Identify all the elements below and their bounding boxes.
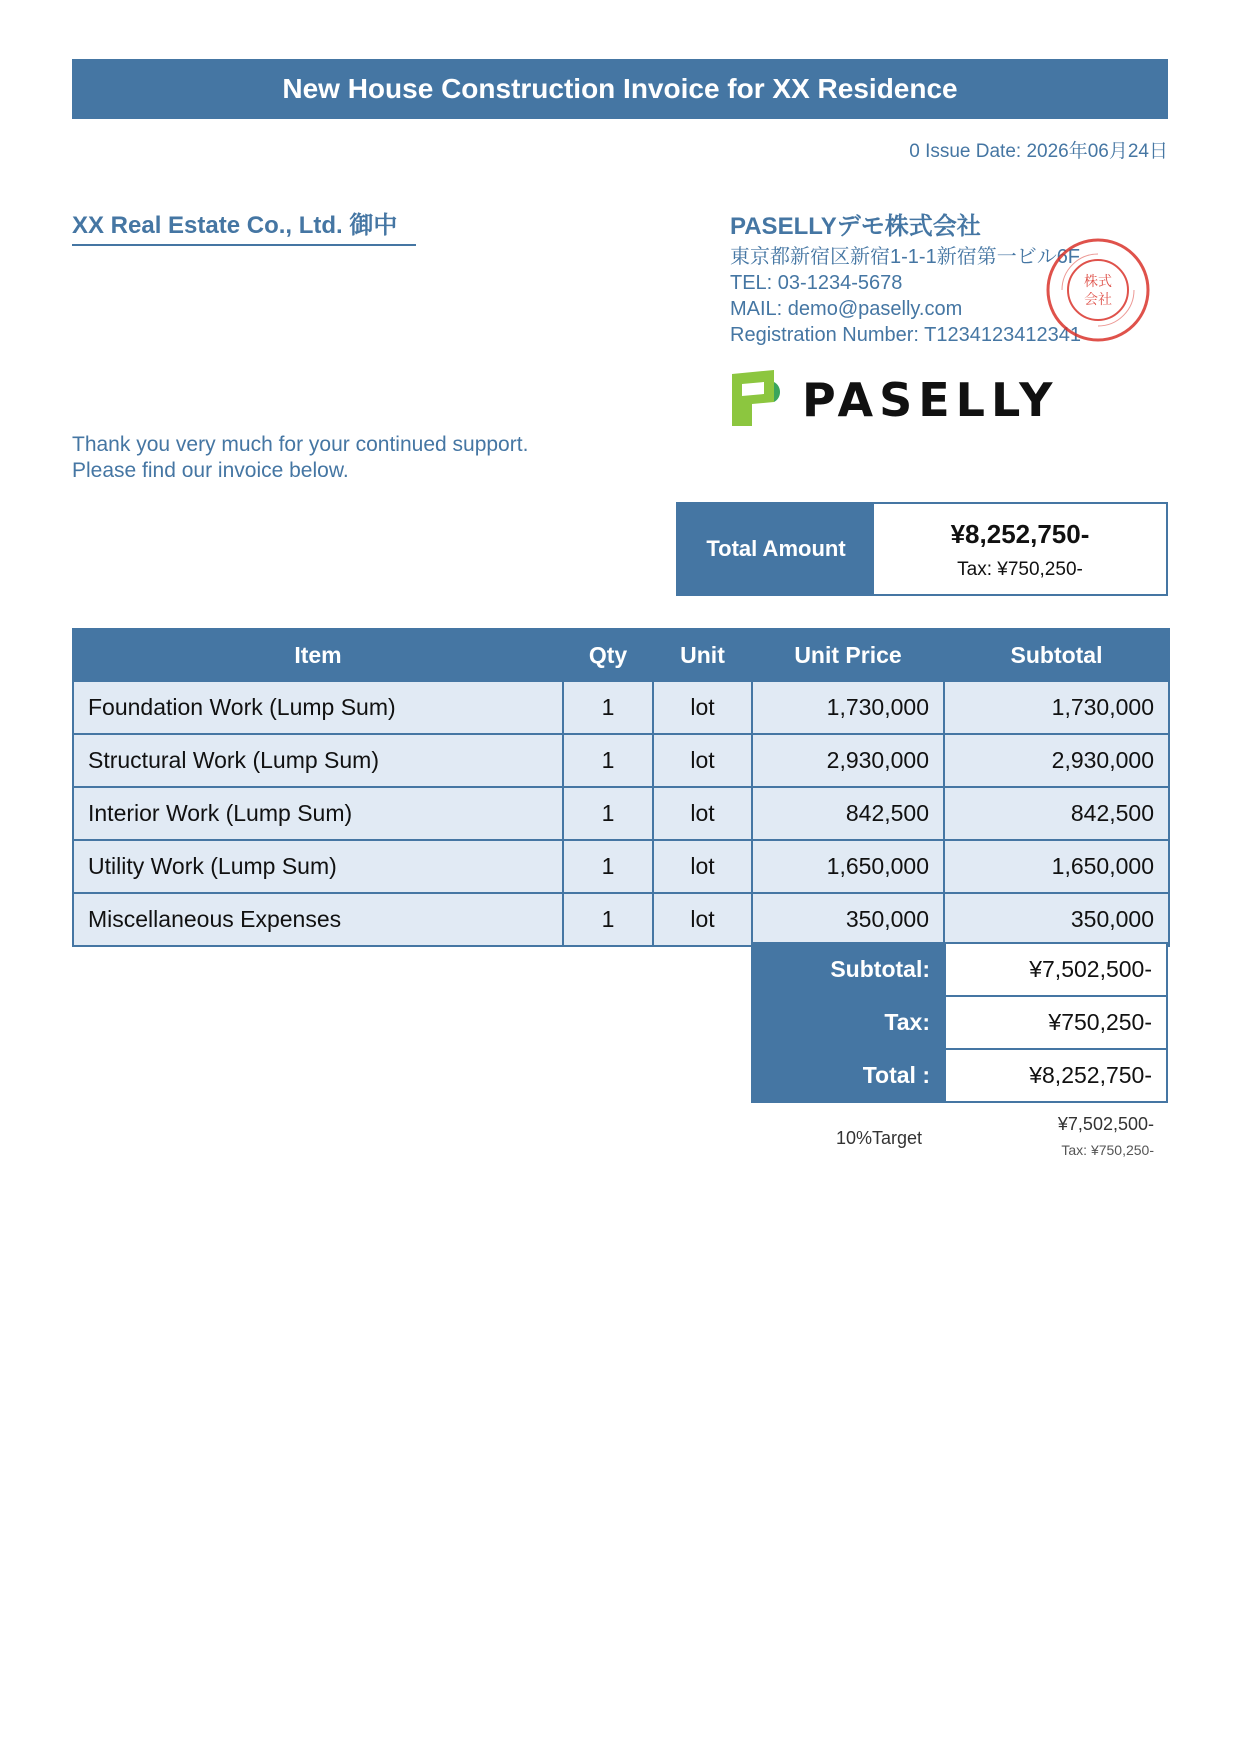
total-amount-values xyxy=(874,504,1166,594)
summary-row-subtotal xyxy=(752,943,1167,996)
company-seal-stamp xyxy=(1044,236,1152,344)
subtotal-cell: 2,930,000 xyxy=(944,734,1169,787)
company-mail: MAIL: demo@paselly.com xyxy=(730,298,963,320)
column-header: Subtotal xyxy=(944,629,1169,681)
issue-date: 0 Issue Date: 2026年06月24日 xyxy=(909,141,1168,162)
subtotal-value: ¥7,502,500- xyxy=(945,943,1167,996)
table-row xyxy=(73,681,1169,734)
company-tel: TEL: 03-1234-5678 xyxy=(730,272,903,294)
paselly-logo xyxy=(730,368,1070,428)
thanks-message xyxy=(72,432,528,484)
subtotal-label: Subtotal: xyxy=(752,943,945,996)
table-row xyxy=(73,840,1169,893)
item-cell: Miscellaneous Expenses xyxy=(73,893,563,946)
qty-cell: 1 xyxy=(563,893,653,946)
client-name: XX Real Estate Co., Ltd. 御中 xyxy=(72,212,416,246)
company-registration: Registration Number: T1234123412341 xyxy=(730,324,1081,346)
tax-target-tax: Tax: ¥750,250- xyxy=(1061,1142,1154,1158)
total-amount-box xyxy=(676,502,1168,596)
unit-cell: lot xyxy=(653,734,752,787)
column-header: Qty xyxy=(563,629,653,681)
column-header: Unit xyxy=(653,629,752,681)
items-table xyxy=(72,628,1170,947)
tax-target-amount: ¥7,502,500- xyxy=(1057,1114,1154,1134)
svg-text:会社: 会社 xyxy=(1084,292,1112,308)
table-row xyxy=(73,787,1169,840)
item-cell: Foundation Work (Lump Sum) xyxy=(73,681,563,734)
unit-price-cell: 842,500 xyxy=(752,787,944,840)
unit-price-cell: 2,930,000 xyxy=(752,734,944,787)
tax-rate-label: 10%Target xyxy=(836,1128,923,1148)
unit-price-cell: 350,000 xyxy=(752,893,944,946)
summary-table xyxy=(751,942,1168,1103)
item-cell: Interior Work (Lump Sum) xyxy=(73,787,563,840)
tax-value: ¥750,250- xyxy=(945,996,1167,1049)
thanks-line-2: Please find our invoice below. xyxy=(72,459,349,482)
qty-cell: 1 xyxy=(563,787,653,840)
total-amount-value: ¥8,252,750- xyxy=(950,519,1090,549)
table-row xyxy=(73,734,1169,787)
subtotal-cell: 1,650,000 xyxy=(944,840,1169,893)
qty-cell: 1 xyxy=(563,840,653,893)
total-value: ¥8,252,750- xyxy=(945,1049,1167,1102)
total-tax-value: Tax: ¥750,250- xyxy=(957,559,1083,580)
unit-price-cell: 1,650,000 xyxy=(752,840,944,893)
summary-row-tax xyxy=(752,996,1167,1049)
subtotal-cell: 842,500 xyxy=(944,787,1169,840)
unit-price-cell: 1,730,000 xyxy=(752,681,944,734)
qty-cell: 1 xyxy=(563,681,653,734)
unit-cell: lot xyxy=(653,840,752,893)
company-address: 東京都新宿区新宿1-1-1新宿第一ビル6F xyxy=(730,246,1081,268)
svg-text:株式: 株式 xyxy=(1084,274,1112,290)
thanks-line-1: Thank you very much for your continued support. xyxy=(72,433,529,456)
column-header: Item xyxy=(73,629,563,681)
table-header-row xyxy=(73,629,1169,681)
unit-cell: lot xyxy=(653,787,752,840)
tax-label: Tax: xyxy=(752,996,945,1049)
table-row xyxy=(73,893,1169,946)
total-label: Total : xyxy=(752,1049,945,1102)
unit-cell: lot xyxy=(653,681,752,734)
invoice-title: New House Construction Invoice for XX Residence xyxy=(72,59,1168,119)
column-header: Unit Price xyxy=(752,629,944,681)
item-cell: Utility Work (Lump Sum) xyxy=(73,840,563,893)
company-name: PASELLYデモ株式会社 xyxy=(730,213,981,240)
summary-row-total xyxy=(752,1049,1167,1102)
subtotal-cell: 1,730,000 xyxy=(944,681,1169,734)
logo-wordmark: PASELLY xyxy=(802,373,1059,427)
qty-cell: 1 xyxy=(563,734,653,787)
unit-cell: lot xyxy=(653,893,752,946)
total-amount-label: Total Amount xyxy=(678,504,874,594)
item-cell: Structural Work (Lump Sum) xyxy=(73,734,563,787)
subtotal-cell: 350,000 xyxy=(944,893,1169,946)
